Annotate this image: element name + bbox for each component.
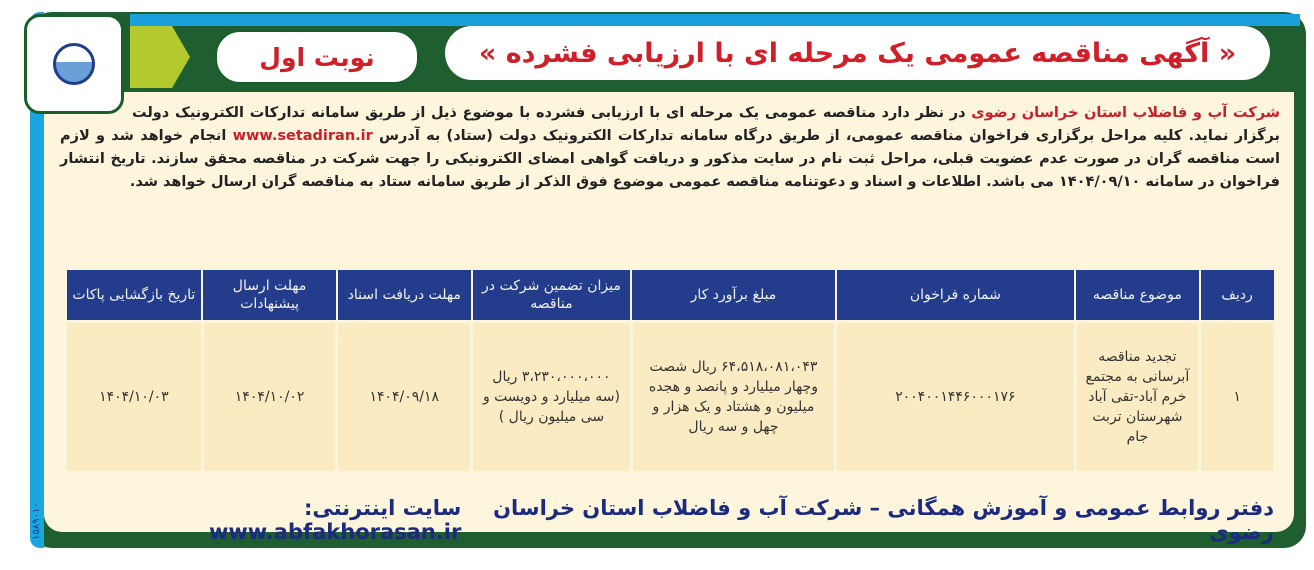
- company-logo: [24, 14, 124, 114]
- logo-spacer: [60, 102, 132, 122]
- col-header: میزان تضمین شرکت در مناقصه: [472, 269, 632, 322]
- water-logo-icon: [53, 43, 95, 85]
- footer-website[interactable]: سایت اینترنتی: www.abfakhorasan.ir: [208, 496, 462, 544]
- top-band: [130, 14, 1300, 26]
- cell-guarantee: ۳،۲۳۰،۰۰۰،۰۰۰ ریال (سه میلیارد و دویست و سی میلیون ریال ): [472, 322, 632, 473]
- table-row: [66, 322, 1275, 473]
- org-name: شرکت آب و فاضلاب استان خراسان رضوی: [971, 105, 1280, 121]
- paragraph-text: انجام خواهد شد و لازم است مناقصه گران در صورت عدم عضویت قبلی، مراحل ثبت نام در سایت مذکور و دریافت گواهی امضای الکترونیکی را جهت شرکت در مناقصه محقق سازند. تاریخ انتشار فراخوان در سامانه ۱۴۰۴/۰۹/۱۰ می باشد. اطلاعات و اسناد و دعوتنامه مناقصه عمومی موضوع فوق الذکر از طریق سامانه ستاد به مناقصه گران ارسال خواهد شد.: [60, 128, 1280, 190]
- tender-table: [64, 268, 1276, 474]
- cell-estimate: ۶۴،۵۱۸،۰۸۱،۰۴۳ ریال شصت وچهار میلیارد و پانصد و هجده میلیون و هشتاد و یک هزار و چهل و سه ریال: [631, 322, 835, 473]
- col-header: موضوع مناقصه: [1075, 269, 1200, 322]
- table-header-row: [66, 269, 1275, 322]
- setad-link[interactable]: www.setadiran.ir: [232, 128, 373, 144]
- col-header: مهلت ارسال پیشنهادات: [202, 269, 337, 322]
- ad-title: « آگهی مناقصه عمومی یک مرحله ای با ارزیابی فشرده »: [445, 26, 1270, 80]
- cell-subject: تجدید مناقصه آبرسانی به مجتمع خرم آباد-تقی آباد شهرستان تربت جام: [1075, 322, 1200, 473]
- cell-row-number: ۱: [1200, 322, 1275, 473]
- side-code: ۱۵۸۹۰۱۰: [31, 502, 42, 540]
- col-header: مهلت دریافت اسناد: [337, 269, 472, 322]
- cell-doc-deadline: ۱۴۰۴/۰۹/۱۸: [337, 322, 472, 473]
- cell-opening-date: ۱۴۰۴/۱۰/۰۳: [66, 322, 203, 473]
- ad-paragraph: [60, 102, 1280, 194]
- paragraph-text: در نظر دارد مناقصه عمومی یک مرحله ای با ارزیابی فشرده با موضوع ذیل از طریق سامانه تدارکات الکترونیک دولت برگزار نماید. کلیه مراحل برگزاری فراخوان مناقصه عمومی، از طریق درگاه سامانه تدارکات الکترونیک دولت (ستاد) به آدرس: [132, 105, 1280, 144]
- col-header: تاریخ بازگشایی پاکات: [66, 269, 203, 322]
- cell-call-number: ۲۰۰۴۰۰۱۴۴۶۰۰۰۱۷۶: [836, 322, 1075, 473]
- col-header: مبلغ برآورد کار: [631, 269, 835, 322]
- col-header: شماره فراخوان: [836, 269, 1075, 322]
- cell-bid-deadline: ۱۴۰۴/۱۰/۰۲: [202, 322, 337, 473]
- footer: [64, 496, 1274, 544]
- footer-org: دفتر روابط عمومی و آموزش همگانی – شرکت آب و فاضلاب استان خراسان رضوی: [493, 496, 1274, 544]
- col-header: ردیف: [1200, 269, 1275, 322]
- round-badge: نوبت اول: [215, 30, 419, 84]
